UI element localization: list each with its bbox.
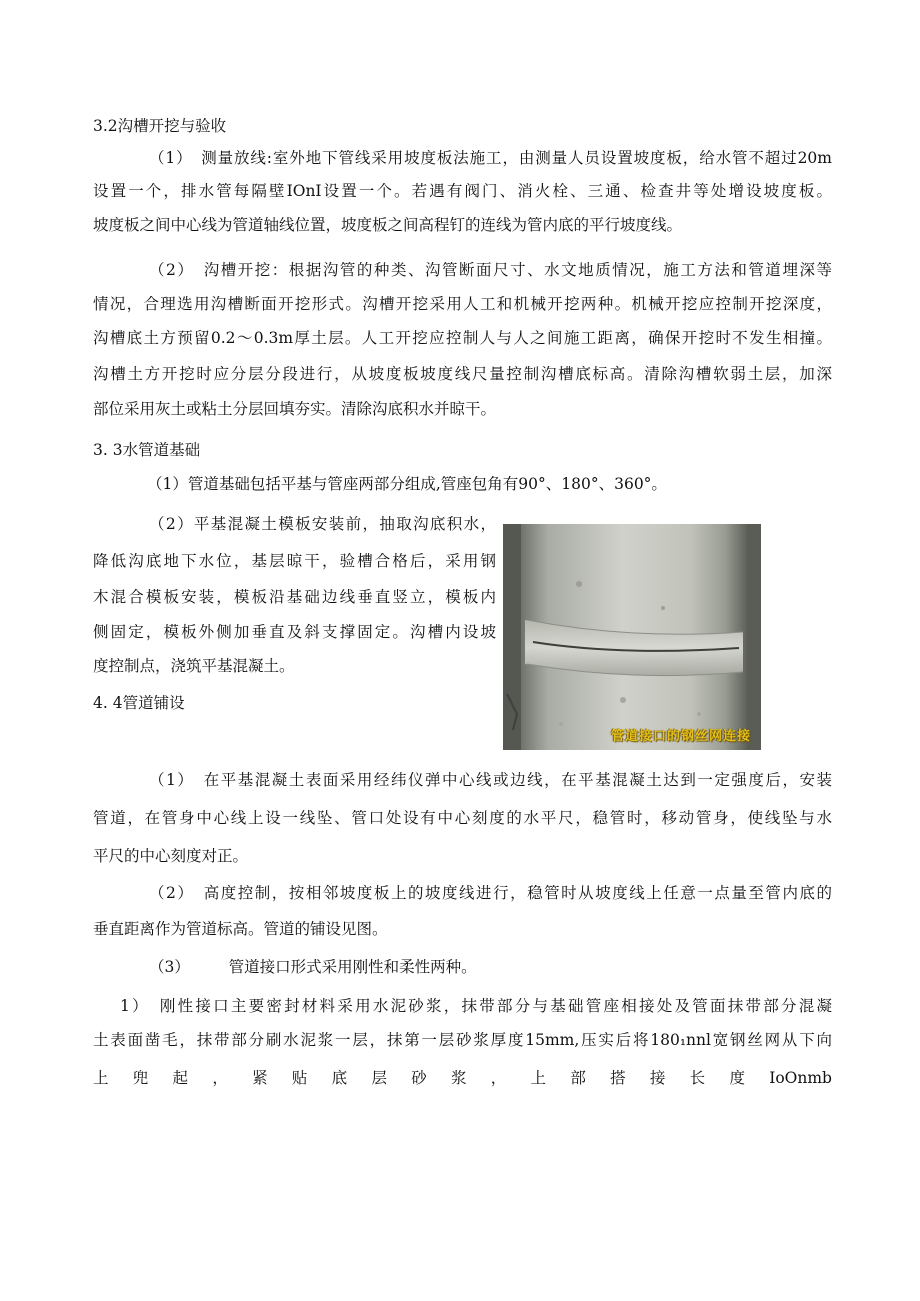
paragraph-line: （2） 沟槽开挖：根据沟管的种类、沟管断面尺寸、水文地质情况，施工方法和管道埋深等 xyxy=(149,261,832,279)
paragraph-line: 度控制点，浇筑平基混凝土。 xyxy=(93,657,295,675)
paragraph-line: （1） 在平基混凝土表面采用经纬仪弹中心线或边线，在平基混凝土达到一定强度后，安装 xyxy=(149,771,832,789)
photo-caption: 管道接口的钢丝网连接 xyxy=(610,729,751,744)
paragraph-line: （3） 管道接口形式采用刚性和柔性两种。 xyxy=(149,958,477,976)
paragraph-line: 垂直距离作为管道标高。管道的铺设见图。 xyxy=(93,920,388,938)
paragraph-line: 侧固定，模板外侧加垂直及斜支撑固定。沟槽内设坡 xyxy=(93,623,496,641)
paragraph-line: （2）平基混凝土模板安装前，抽取沟底积水， xyxy=(149,515,496,533)
paragraph-line: 沟槽底土方预留0.2～0.3m厚土层。人工开挖应控制人与人之间施工距离，确保开挖时不发生相撞。 xyxy=(93,329,832,347)
pipe-joint-image xyxy=(503,524,761,750)
paragraph-line: （1） 测量放线:室外地下管线采用坡度板法施工，由测量人员设置坡度板，给水管不超过20m xyxy=(149,149,832,167)
paragraph-line: （1）管道基础包括平基与管座两部分组成,管座包角有90°、180°、360°。 xyxy=(147,475,667,493)
paragraph-line: 木混合模板安装，模板沿基础边线垂直竖立，模板内 xyxy=(93,588,496,606)
paragraph-line: 沟槽土方开挖时应分层分段进行，从坡度板坡度线尺量控制沟槽底标高。清除沟槽软弱土层，加深 xyxy=(93,365,832,383)
paragraph-line: 设置一个，排水管每隔壁IOnI设置一个。若遇有阀门、消火栓、三通、检查井等处增设坡度板。 xyxy=(93,182,832,200)
paragraph-line: 上兜起，紧贴底层砂浆，上部搭接长度IoOnmb xyxy=(93,1069,832,1087)
paragraph-line: 坡度板之间中心线为管道轴线位置，坡度板之间高程钉的连线为管内底的平行坡度线。 xyxy=(93,216,683,234)
paragraph-line: 1） 刚性接口主要密封材料采用水泥砂浆，抹带部分与基础管座相接处及管面抹带部分混凝 xyxy=(120,997,832,1015)
paragraph-line: 情况，合理选用沟槽断面开挖形式。沟槽开挖采用人工和机械开挖两种。机械开挖应控制开挖深度， xyxy=(93,295,832,313)
section-heading-4-4: 4. 4管道铺设 xyxy=(93,694,185,712)
paragraph-line: 部位采用灰土或粘土分层回填夯实。清除沟底积水并晾干。 xyxy=(93,400,497,418)
paragraph-line: 土表面凿毛，抹带部分刷水泥浆一层，抹第一层砂浆厚度15mm,压实后将180₁nnl宽钢丝网从下向 xyxy=(93,1031,832,1049)
section-heading-3-3: 3. 3水管道基础 xyxy=(93,441,201,459)
paragraph-line: 平尺的中心刻度对正。 xyxy=(93,847,249,865)
paragraph-line: 降低沟底地下水位，基层晾干，验槽合格后，采用钢 xyxy=(93,552,496,570)
paragraph-line: （2） 高度控制，按相邻坡度板上的坡度线进行，稳管时从坡度线上任意一点量至管内底的 xyxy=(149,884,832,902)
pipe-joint-photo xyxy=(503,524,761,750)
paragraph-line: 管道，在管身中心线上设一线坠、管口处设有中心刻度的水平尺，稳管时，移动管身，使线坠与水 xyxy=(93,809,832,827)
section-heading-3-2: 3.2沟槽开挖与验收 xyxy=(93,117,227,135)
